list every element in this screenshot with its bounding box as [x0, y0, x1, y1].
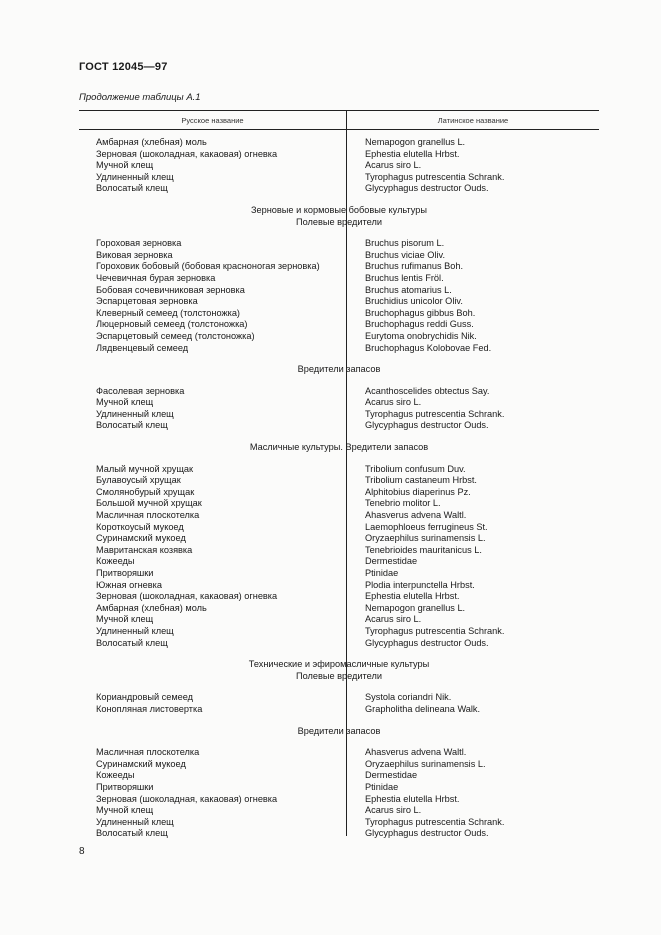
table-row: [79, 487, 599, 499]
table-row: [79, 137, 599, 149]
russian-name-cell: Эспарцетовый семеед (толстоножка): [96, 330, 255, 341]
latin-name-cell: Systola coriandri Nik.: [365, 692, 452, 703]
russian-name-cell: Удлиненный клещ: [96, 408, 174, 419]
russian-name-cell: Амбарная (хлебная) моль: [96, 137, 207, 147]
spacer: [79, 716, 599, 726]
russian-name-cell: Притворяшки: [96, 568, 154, 578]
latin-name-cell: Glycyphagus destructor Ouds.: [365, 828, 489, 839]
russian-name-cell: Люцерновый семеед (толстоножка): [96, 319, 248, 330]
latin-name-cell: Glycyphagus destructor Ouds.: [365, 183, 489, 194]
russian-name-cell: Фасолевая зерновка: [96, 385, 185, 396]
table-row: [79, 409, 599, 421]
table-row: [79, 397, 599, 409]
latin-name-cell: Ephestia elutella Hrbst.: [365, 793, 460, 804]
latin-name-cell: Nemapogon granellus L.: [365, 137, 466, 147]
latin-name-cell: Glycyphagus destructor Ouds.: [365, 420, 489, 431]
table-row: [79, 464, 599, 476]
russian-name-cell: Волосатый клещ: [96, 420, 168, 431]
latin-name-cell: Glycyphagus destructor Ouds.: [365, 637, 489, 648]
table-row: [79, 626, 599, 638]
latin-name-cell: Tenebrio molitor L.: [365, 498, 441, 509]
latin-name-cell: Tyrophagus putrescentia Schrank.: [365, 625, 505, 636]
russian-name-cell: Гороховая зерновка: [96, 238, 182, 249]
latin-name-cell: Oryzaephilus surinamensis L.: [365, 533, 486, 544]
table-row: [79, 172, 599, 184]
russian-name-cell: Эспарцетовая зерновка: [96, 296, 198, 307]
latin-name-cell: Bruchus rufimanus Boh.: [365, 261, 464, 272]
latin-name-cell: Ptinidae: [365, 781, 399, 792]
table-row: [79, 533, 599, 545]
russian-name-cell: Мучной клещ: [96, 614, 154, 625]
russian-name-cell: Волосатый клещ: [96, 828, 168, 839]
table-row: [79, 805, 599, 817]
spacer: [79, 682, 599, 692]
russian-name-cell: Кожееды: [96, 770, 135, 781]
table-row: [79, 331, 599, 343]
section-heading: Масличные культуры. Вредители запасов: [249, 442, 429, 453]
table-row: [79, 510, 599, 522]
latin-name-cell: Ahasverus advena Waltl.: [365, 747, 467, 758]
russian-name-cell: Булавоусый хрущак: [96, 475, 181, 486]
russian-name-cell: Масличная плоскотелка: [96, 747, 200, 758]
spacer: [79, 195, 599, 205]
latin-name-cell: Bruchophagus Kolobovae Fed.: [365, 342, 492, 353]
russian-name-cell: Масличная плоскотелка: [96, 510, 200, 521]
latin-name-cell: Oryzaephilus surinamensis L.: [365, 758, 486, 769]
table-row: [79, 603, 599, 615]
table-row: [79, 475, 599, 487]
latin-name-cell: Bruchus viciae Oliv.: [365, 249, 445, 260]
spacer: [79, 454, 599, 464]
table-caption: Продолжение таблицы А.1: [79, 92, 201, 103]
table-row: [79, 545, 599, 557]
latin-name-cell: Dermestidae: [365, 556, 418, 567]
russian-name-cell: Мучной клещ: [96, 160, 154, 171]
latin-name-cell: Bruchus lentis Fröl.: [365, 272, 444, 283]
latin-name-cell: Nemapogon granellus L.: [365, 602, 466, 613]
latin-name-cell: Ephestia elutella Hrbst.: [365, 591, 460, 602]
russian-name-cell: Клеверный семеед (толстоножка): [96, 307, 240, 318]
table-row: [79, 250, 599, 262]
russian-name-cell: Лядвенцевый семеед: [96, 342, 189, 353]
table-row: [79, 285, 599, 297]
latin-name-cell: Plodia interpunctella Hrbst.: [365, 579, 475, 590]
russian-name-cell: Удлиненный клещ: [96, 171, 174, 182]
russian-name-cell: Притворяшки: [96, 781, 154, 792]
table-row: [79, 308, 599, 320]
russian-name-cell: Большой мучной хрущак: [96, 498, 202, 509]
spacer: [79, 432, 599, 442]
header-russian-name: Русское название: [181, 116, 244, 125]
table-row: [79, 692, 599, 704]
russian-name-cell: Суринамский мукоед: [96, 758, 186, 769]
table-row: [79, 704, 599, 716]
table-row: [79, 638, 599, 650]
latin-name-cell: Tribolium confusum Duv.: [365, 463, 466, 474]
latin-name-cell: Bruchophagus gibbus Boh.: [365, 307, 476, 318]
russian-name-cell: Волосатый клещ: [96, 183, 168, 194]
table-row: [79, 591, 599, 603]
latin-name-cell: Acarus siro L.: [365, 805, 422, 816]
russian-name-cell: Мавританская козявка: [96, 544, 193, 555]
table-row: [79, 817, 599, 829]
spacer: [79, 649, 599, 659]
russian-name-cell: Зерновая (шоколадная, какаовая) огневка: [96, 591, 278, 602]
table-row: [79, 556, 599, 568]
latin-name-cell: Acarus siro L.: [365, 160, 422, 171]
table-row: [79, 747, 599, 759]
latin-name-cell: Acanthoscelides obtectus Say.: [365, 385, 490, 396]
russian-name-cell: Мучной клещ: [96, 805, 154, 816]
section-heading: Зерновые и кормовые бобовые культуры: [250, 204, 428, 215]
spacer: [79, 354, 599, 364]
section-heading: Вредители запасов: [297, 364, 381, 375]
latin-name-cell: Bruchus atomarius L.: [365, 284, 452, 295]
table-row: [79, 160, 599, 172]
latin-name-cell: Eurytoma onobrychidis Nik.: [365, 330, 477, 341]
table-row: [79, 261, 599, 273]
species-table: [79, 110, 599, 839]
table-row: [79, 759, 599, 771]
table-row: [79, 794, 599, 806]
table-row: [79, 238, 599, 250]
russian-name-cell: Бобовая сочевичниковая зерновка: [96, 284, 245, 295]
table-row: [79, 522, 599, 534]
section-heading: Вредители запасов: [297, 725, 381, 736]
table-row: [79, 770, 599, 782]
table-row: [79, 580, 599, 592]
russian-name-cell: Короткоусый мукоед: [96, 521, 184, 532]
table-row: [79, 183, 599, 195]
russian-name-cell: Зерновая (шоколадная, какаовая) огневка: [96, 793, 278, 804]
russian-name-cell: Волосатый клещ: [96, 637, 168, 648]
document-code: ГОСТ 12045—97: [79, 61, 168, 73]
russian-name-cell: Суринамский мукоед: [96, 533, 186, 544]
latin-name-cell: Tribolium castaneum Hrbst.: [365, 475, 477, 486]
russian-name-cell: Южная огневка: [96, 579, 162, 590]
table-row: [79, 828, 599, 840]
table-row: [79, 498, 599, 510]
header-latin-name: Латинское название: [437, 116, 509, 125]
spacer: [79, 737, 599, 747]
table-row: [79, 386, 599, 398]
latin-name-cell: Ptinidae: [365, 568, 399, 578]
russian-name-cell: Удлиненный клещ: [96, 816, 174, 827]
table-body: [79, 130, 599, 840]
russian-name-cell: Мучной клещ: [96, 397, 154, 408]
latin-name-cell: Laemophloeus ferrugineus St.: [365, 521, 488, 532]
latin-name-cell: Bruchidius unicolor Oliv.: [365, 296, 463, 307]
russian-name-cell: Виковая зерновка: [96, 249, 173, 260]
table-row: [79, 319, 599, 331]
latin-name-cell: Tyrophagus putrescentia Schrank.: [365, 171, 505, 182]
russian-name-cell: Зерновая (шоколадная, какаовая) огневка: [96, 148, 278, 159]
russian-name-cell: Гороховик бобовый (бобовая красноногая зерновка): [96, 261, 320, 272]
table-row: [79, 420, 599, 432]
table-header: [79, 111, 599, 130]
table-row: [79, 343, 599, 355]
table-row: [79, 273, 599, 285]
latin-name-cell: Tenebrioides mauritanicus L.: [365, 544, 482, 555]
russian-name-cell: Амбарная (хлебная) моль: [96, 602, 207, 613]
russian-name-cell: Малый мучной хрущак: [96, 463, 194, 474]
latin-name-cell: Bruchus pisorum L.: [365, 238, 445, 249]
table-row: [79, 149, 599, 161]
section-heading: Полевые вредители: [296, 216, 382, 227]
russian-name-cell: Чечевичная бурая зерновка: [96, 272, 216, 283]
russian-name-cell: Удлиненный клещ: [96, 625, 174, 636]
latin-name-cell: Acarus siro L.: [365, 397, 422, 408]
spacer: [79, 376, 599, 386]
russian-name-cell: Кожееды: [96, 556, 135, 567]
russian-name-cell: Смолянобурый хрущак: [96, 486, 195, 497]
section-heading: Технические и эфиромасличные культуры: [248, 659, 430, 670]
latin-name-cell: Tyrophagus putrescentia Schrank.: [365, 408, 505, 419]
page-number: 8: [79, 846, 85, 857]
latin-name-cell: Dermestidae: [365, 770, 418, 781]
table-row: [79, 614, 599, 626]
table-row: [79, 568, 599, 580]
latin-name-cell: Acarus siro L.: [365, 614, 422, 625]
table-row: [79, 782, 599, 794]
latin-name-cell: Tyrophagus putrescentia Schrank.: [365, 816, 505, 827]
spacer: [79, 228, 599, 238]
latin-name-cell: Grapholitha delineana Walk.: [365, 703, 481, 714]
latin-name-cell: Alphitobius diaperinus Pz.: [365, 486, 471, 497]
latin-name-cell: Ahasverus advena Waltl.: [365, 510, 467, 521]
latin-name-cell: Ephestia elutella Hrbst.: [365, 148, 460, 159]
latin-name-cell: Bruchophagus reddi Guss.: [365, 319, 474, 330]
russian-name-cell: Кориандровый семеед: [96, 692, 194, 703]
table-row: [79, 296, 599, 308]
section-heading: Полевые вредители: [296, 670, 382, 681]
russian-name-cell: Конопляная листовертка: [96, 703, 203, 714]
